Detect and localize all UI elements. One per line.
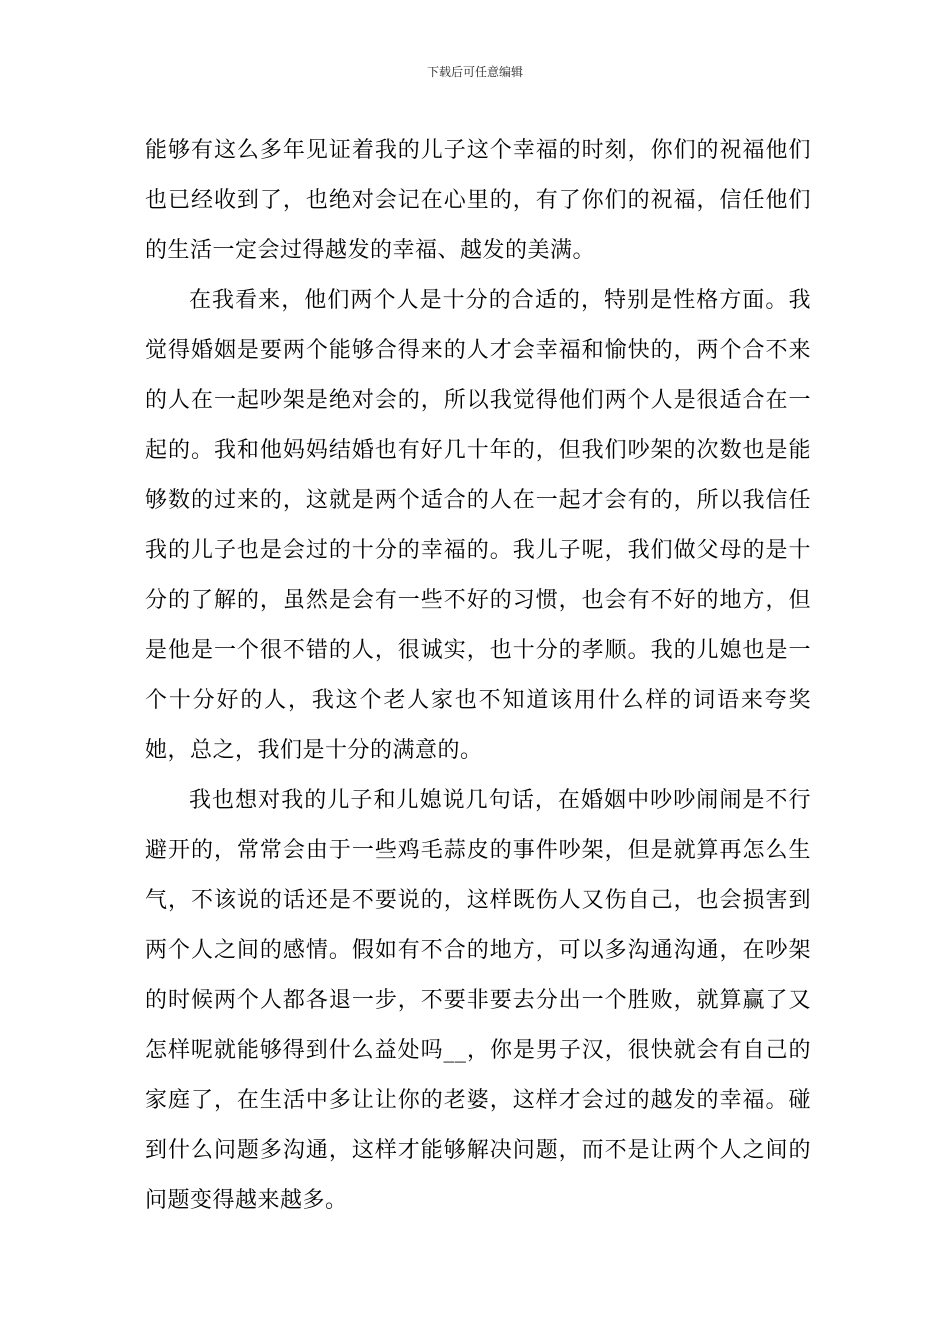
page-header: 下载后可任意编辑 (426, 65, 523, 79)
paragraph-3: 我也想对我的儿子和儿媳说几句话，在婚姻中吵吵闹闹是不行避开的，常常会由于一些鸡毛蒜皮的事件吵架，但是就算再怎么生气，不该说的话还是不要说的，这样既伤人又伤自己，也会损害到两个人之间的感情。假如有不合的地方，可以多沟通沟通，在吵架的时候两个人都各退一步，不要非要去分出一个胜败，就算赢了又怎样呢就能够得到什么益处吗__，你是男子汉，很快就会有自己的家庭了，在生活中多让让你的老婆，这样才会过的越发的幸福。碰到什么问题多沟通，这样才能够解决问题，而不是让两个人之间的问题变得越来越多。 (145, 788, 811, 1213)
document-body (145, 126, 811, 1226)
paragraph-2: 在我看来，他们两个人是十分的合适的，特别是性格方面。我觉得婚姻是要两个能够合得来的人才会幸福和愉快的，两个合不来的人在一起吵架是绝对会的，所以我觉得他们两个人是很适合在一起的。我和他妈妈结婚也有好几十年的，但我们吵架的次数也是能够数的过来的，这就是两个适合的人在一起才会有的，所以我信任我的儿子也是会过的十分的幸福的。我儿子呢，我们做父母的是十分的了解的，虽然是会有一些不好的习惯，也会有不好的地方，但是他是一个很不错的人，很诚实，也十分的孝顺。我的儿媳也是一个十分好的人，我这个老人家也不知道该用什么样的词语来夸奖她，总之，我们是十分的满意的。 (145, 288, 811, 763)
paragraph-1: 能够有这么多年见证着我的儿子这个幸福的时刻，你们的祝福他们也已经收到了，也绝对会记在心里的，有了你们的祝福，信任他们的生活一定会过得越发的幸福、越发的美满。 (145, 138, 811, 263)
